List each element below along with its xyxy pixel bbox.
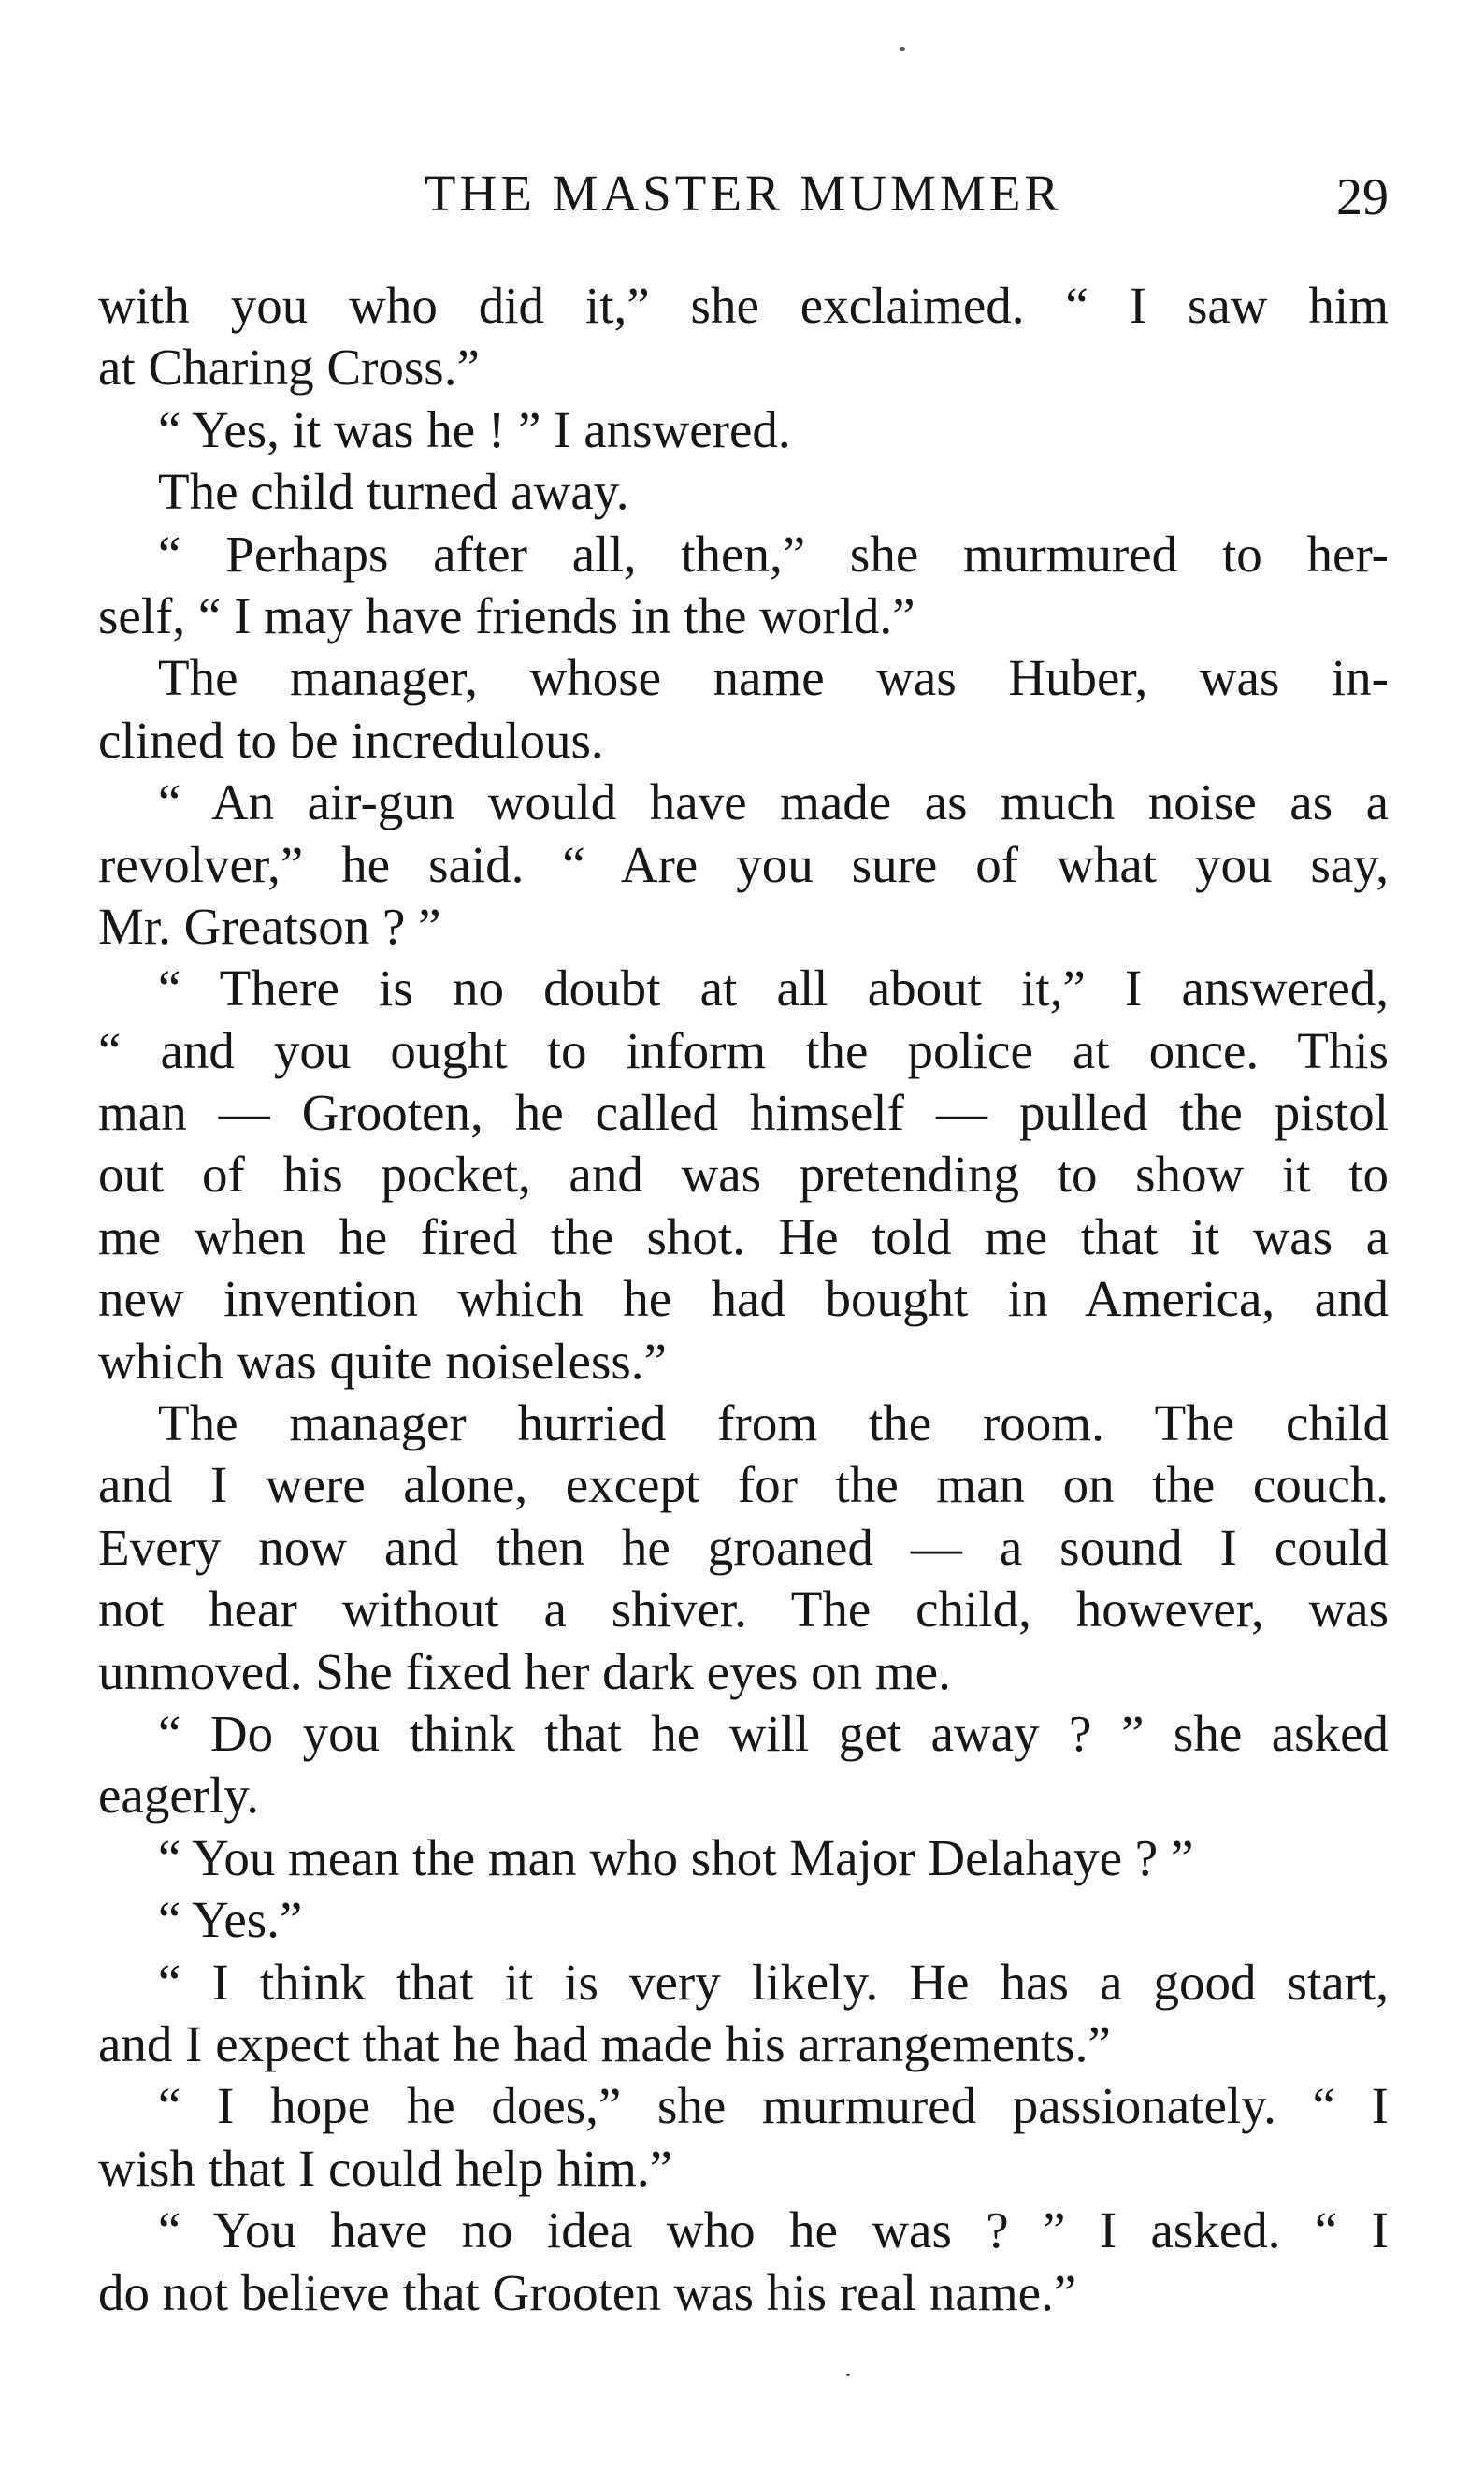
text-line: “ Yes.”: [158, 1891, 303, 1949]
text-line: “ Perhaps after all, then,” she murmured to her-: [158, 525, 1389, 583]
text-line: me when he fired the shot. He told me that it was a: [98, 1207, 1389, 1265]
text-line: new invention which he had bought in America, and: [98, 1270, 1389, 1328]
text-line: “ Yes, it was he ! ” I answered.: [158, 400, 791, 458]
text-line: “ There is no doubt at all about it,” I answered,: [158, 960, 1389, 1018]
text-line: with you who did it,” she exclaimed. “ I saw him: [98, 277, 1389, 334]
text-line: at Charing Cross.”: [98, 339, 480, 397]
ink-speck: [900, 47, 905, 51]
text-line: and I were alone, except for the man on the couch.: [98, 1456, 1389, 1514]
text-line: revolver,” he said. “ Are you sure of what you say,: [98, 835, 1389, 893]
running-title: THE MASTER MUMMER: [424, 165, 1063, 222]
running-head: [98, 161, 1389, 226]
page-number: 29: [1336, 168, 1389, 226]
text-line: Every now and then he groaned — a sound I could: [98, 1518, 1389, 1576]
text-line: man — Grooten, he called himself — pulled the pistol: [98, 1084, 1389, 1142]
text-line: which was quite noiseless.”: [98, 1332, 667, 1390]
text-line: “ You have no idea who he was ? ” I asked. “ I: [158, 2201, 1389, 2259]
text-line: out of his pocket, and was pretending to show it to: [98, 1146, 1389, 1204]
text-line: “ An air-gun would have made as much noise as a: [158, 773, 1389, 831]
text-line: Mr. Greatson ? ”: [98, 897, 441, 955]
text-line: clined to be incredulous.: [98, 711, 604, 769]
body-text: [98, 275, 1389, 2324]
text-line: The manager, whose name was Huber, was in-: [158, 649, 1389, 707]
text-line: and I expect that he had made his arrangements.”: [98, 2014, 1111, 2072]
text-line: “ Do you think that he will get away ? ” she asked: [158, 1704, 1389, 1762]
text-line: “ I hope he does,” she murmured passionately. “ I: [158, 2077, 1389, 2135]
text-line: eagerly.: [98, 1767, 260, 1825]
text-line: “ and you ought to inform the police at once. This: [98, 1021, 1389, 1079]
text-line: The child turned away.: [158, 463, 629, 521]
text-line: The manager hurried from the room. The child: [158, 1394, 1389, 1452]
text-line: self, “ I may have friends in the world.”: [98, 586, 915, 644]
text-line: not hear without a shiver. The child, however, was: [98, 1580, 1389, 1638]
text-line: unmoved. She fixed her dark eyes on me.: [98, 1642, 951, 1700]
ink-speck: [846, 2374, 850, 2376]
text-line: do not believe that Grooten was his real name.”: [98, 2263, 1077, 2321]
text-line: “ I think that it is very likely. He has a good start,: [158, 1953, 1389, 2011]
text-line: “ You mean the man who shot Major Delahaye ? ”: [158, 1828, 1194, 1886]
text-line: wish that I could help him.”: [98, 2139, 673, 2197]
